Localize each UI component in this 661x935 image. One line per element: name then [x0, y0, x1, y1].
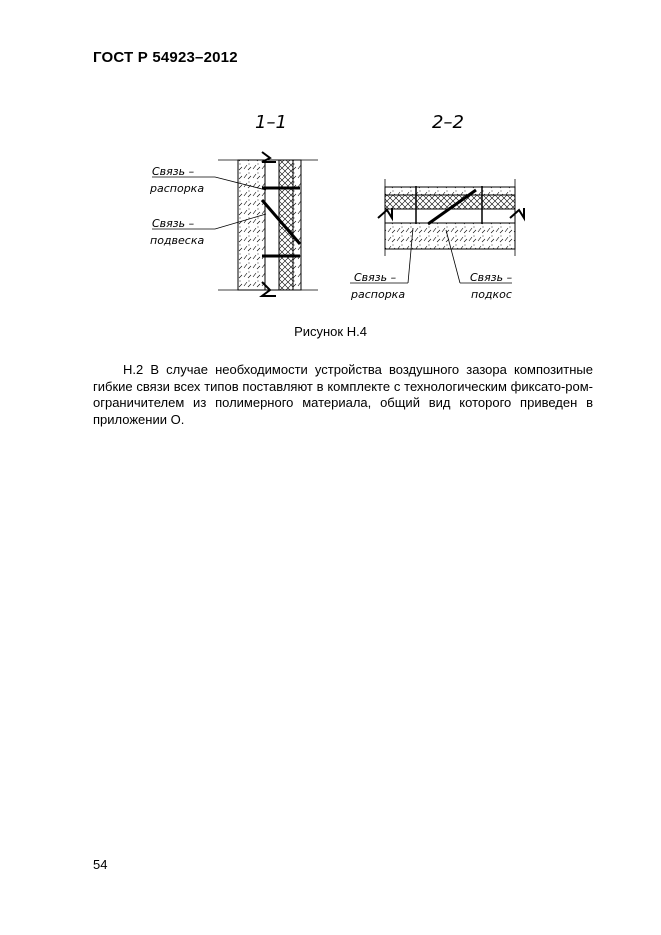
section-1-title: 1–1: [255, 112, 287, 133]
section-2-brace-label-line2: подкос: [471, 288, 512, 301]
figure-caption: Рисунок Н.4: [294, 324, 367, 339]
body-paragraph: Н.2 В случае необходимости устройства воздушного зазора композитные гибкие связи всех типов поставляют в комплекте с технологическим фиксато-ром-ограничителем из полимерного материала, общий вид которого приведен в приложении О.: [93, 362, 593, 427]
section-2-title: 2–2: [432, 112, 464, 133]
section-1-spacer-label-line2: распорка: [150, 182, 205, 195]
section-1-hanger-label-line2: подвеска: [150, 234, 205, 247]
figure-drawing: [0, 0, 661, 330]
section-2-brace-label-line1: Связь –: [470, 271, 513, 284]
section-1-spacer-label-line1: Связь –: [152, 165, 195, 178]
document-header: ГОСТ Р 54923–2012: [93, 49, 238, 66]
section-1-hanger-label-line1: Связь –: [152, 217, 195, 230]
section-2-spacer-label-line2: распорка: [351, 288, 406, 301]
page-number: 54: [93, 857, 108, 872]
section-2-drawing: [350, 179, 524, 283]
section-2-spacer-label-line1: Связь –: [354, 271, 397, 284]
